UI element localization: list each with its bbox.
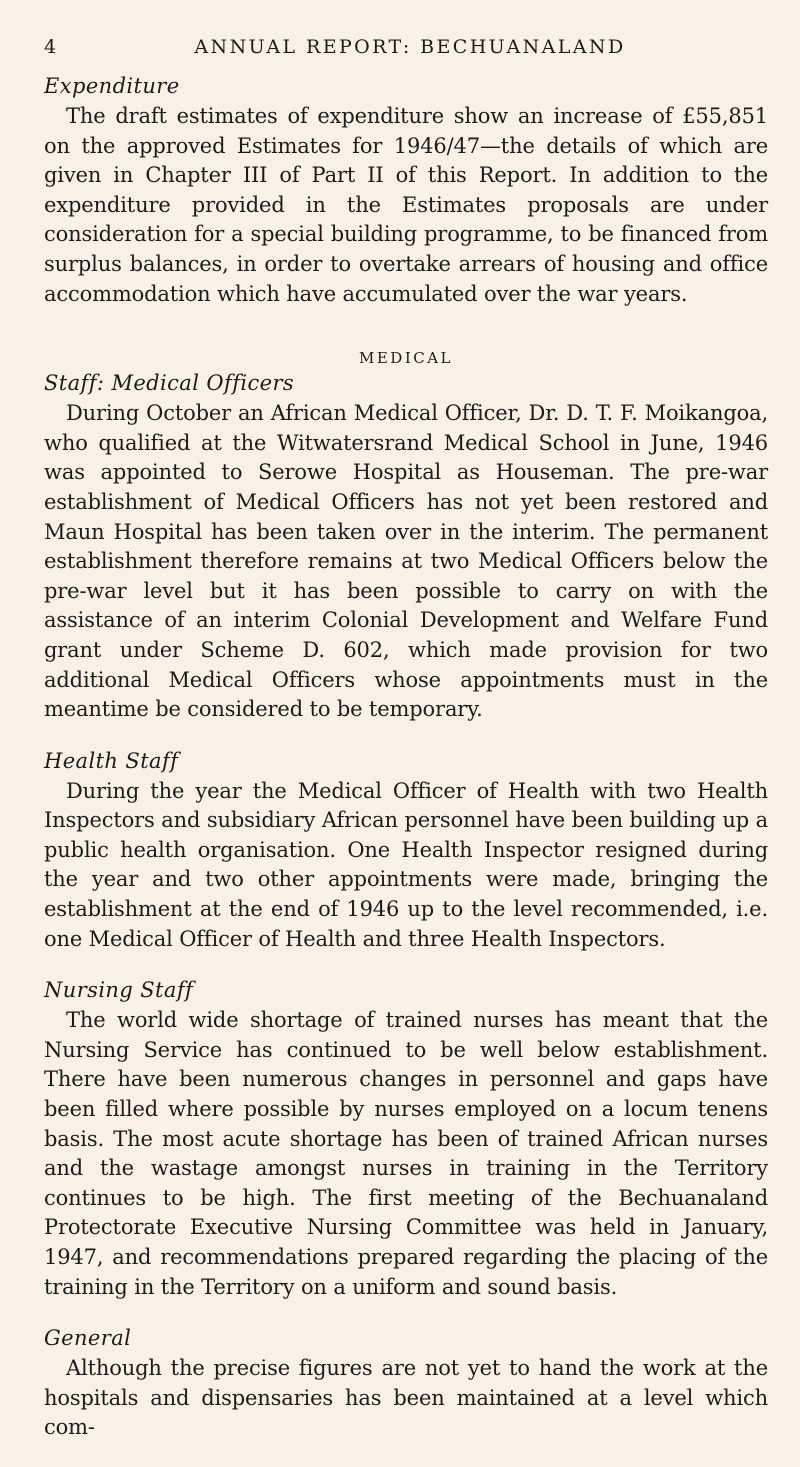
document-page	[44, 36, 768, 1467]
expenditure-heading: Expenditure	[44, 74, 180, 98]
expenditure-section	[44, 74, 768, 309]
medical-officers-section	[44, 371, 768, 725]
expenditure-paragraph: The draft estimates of expenditure show an increase of £55,851 on the approved Estimates for 1946/47—the details of which are given in Chapter III of Part II of this Report. In addition to the expenditure provided in the Estimates proposals are under consideration for a special building programme, to be financed from surplus balances, in order to overtake arrears of housing and office accommodation which have accumulated over the war years.	[44, 104, 768, 306]
page-number: 4	[44, 36, 59, 58]
nursing-staff-heading: Nursing Staff	[44, 978, 194, 1003]
medical-section-title: MEDICAL	[358, 349, 454, 368]
medical-officers-paragraph: During October an African Medical Officer, Dr. D. T. F. Moikangoa, who qualified at the Witwatersrand Medical School in June, 1946 was appointed to Serowe Hospital as Houseman. The pre-war establishment of Medical Officers has not yet been restored and Maun Hospital has been taken over in the interim. The permanent establishment therefore remains at two Medical Officers below the pre-war level but it has been possible to carry on with the assistance of an interim Colonial Development and Welfare Fund grant under Scheme D. 602, which made provision for two additional Medical Officers whose appointments must in the meantime be considered to be temporary.	[44, 401, 768, 722]
health-staff-heading: Health Staff	[44, 748, 179, 773]
health-staff-paragraph: During the year the Medical Officer of Health with two Health Inspectors and subsidiary African personnel have been building up a public health organisation. One Health Inspector resigned during the year and two other appointments were made, bringing the establishment at the end of 1946 up to the level recommended, i.e. one Medical Officer of Health and three Health Inspectors.	[44, 778, 768, 951]
general-section	[44, 1326, 768, 1443]
health-staff-section	[44, 749, 768, 955]
medical-officers-heading: Staff: Medical Officers	[44, 371, 295, 396]
general-heading: General	[44, 1326, 132, 1351]
page-header	[44, 36, 768, 58]
general-paragraph: Although the precise figures are not yet to hand the work at the hospitals and dispensaries has been maintained at a level which com-	[44, 1356, 768, 1440]
nursing-staff-section	[44, 978, 768, 1302]
nursing-staff-paragraph: The world wide shortage of trained nurses has meant that the Nursing Service has continued to be well below establishment. There have been numerous changes in personnel and gaps have been filled where possible by nurses employed on a locum tenens basis. The most acute shortage has been of trained African nurses and the wastage amongst nurses in training in the Territory continues to be high. The first meeting of the Bechuanaland Protectorate Executive Nursing Committee was held in January, 1947, and recommendations prepared regarding the placing of the training in the Territory on a uniform and sound basis.	[44, 1008, 768, 1299]
running-title: ANNUAL REPORT: BECHUANALAND	[194, 36, 626, 58]
